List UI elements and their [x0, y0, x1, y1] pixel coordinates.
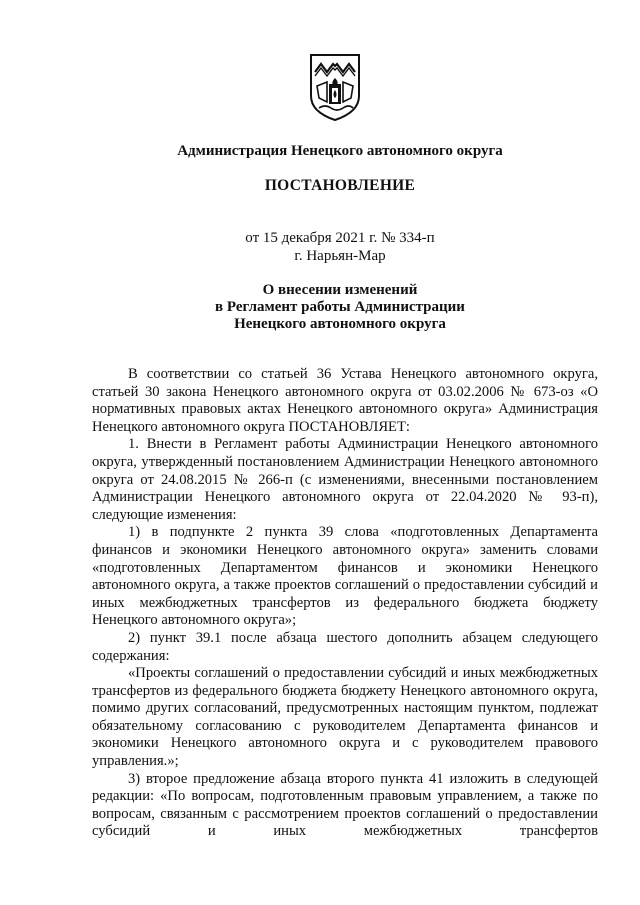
subclause-2-paragraph: 2) пункт 39.1 после абзаца шестого дополнить абзацем следующего содержания: [92, 629, 598, 664]
subclause-3-paragraph: 3) второе предложение абзаца второго пункта 41 изложить в следующей редакции: «По вопросам, подготовленным правовым управлением, а также по вопросам, связанным с рассмотрением проектов соглашений о предоставлении субсидий и иных межбюджетных трансфертов [92, 770, 598, 840]
nenets-coat-of-arms-icon [307, 52, 363, 122]
document-date-number: от 15 декабря 2021 г. № 334-п [245, 230, 435, 246]
quoted-addition-paragraph: «Проекты соглашений о предоставлении субсидий и иных межбюджетных трансфертов из федерального бюджета бюджету Ненецкого автономного округа, помимо других согласований, предусмотренных настоящим пунктом, подлежат обязательному согласованию с руководителем Департамента финансов и экономики Ненецкого автономного округа и с руководителем правового управления.»; [92, 665, 598, 770]
document-city: г. Нарьян-Мар [294, 248, 386, 264]
document-type: ПОСТАНОВЛЕНИЕ [264, 177, 416, 194]
preamble-paragraph: В соответствии со статьей 36 Устава Ненецкого автономного округа, статьей 30 закона Ненецкого автономного округа от 03.02.2006 № 673-оз «О нормативных правовых актах Ненецкого автономного округа» Администрация Ненецкого автономного округа ПОСТАНОВЛЯЕТ: [92, 366, 598, 435]
subject-line-1: О внесении изменений [262, 282, 418, 298]
organization-name: Администрация Ненецкого автономного округа [177, 143, 503, 159]
subject-line-2: в Регламент работы Администрации [215, 299, 465, 315]
document-body [92, 366, 598, 841]
subject-line-3: Ненецкого автономного округа [234, 316, 446, 332]
clause-1-paragraph: 1. Внести в Регламент работы Администрации Ненецкого автономного округа, утвержденный постановлением Администрации Ненецкого автономного округа от 24.08.2015 № 266-п (с изменениями, внесенными постановлением Администрации Ненецкого автономного округа от 22.04.2020 № 93-п), следующие изменения: [92, 436, 598, 523]
subclause-1-paragraph: 1) в подпункте 2 пункта 39 слова «подготовленных Департамента финансов и экономики Ненецкого автономного округа» заменить словами «подготовленных Департаментом финансов и экономики Ненецкого автономного округа, а также проектов соглашений о предоставлении субсидий и иных межбюджетных трансфертов из федерального бюджета бюджету Ненецкого автономного округа»; [92, 524, 598, 629]
